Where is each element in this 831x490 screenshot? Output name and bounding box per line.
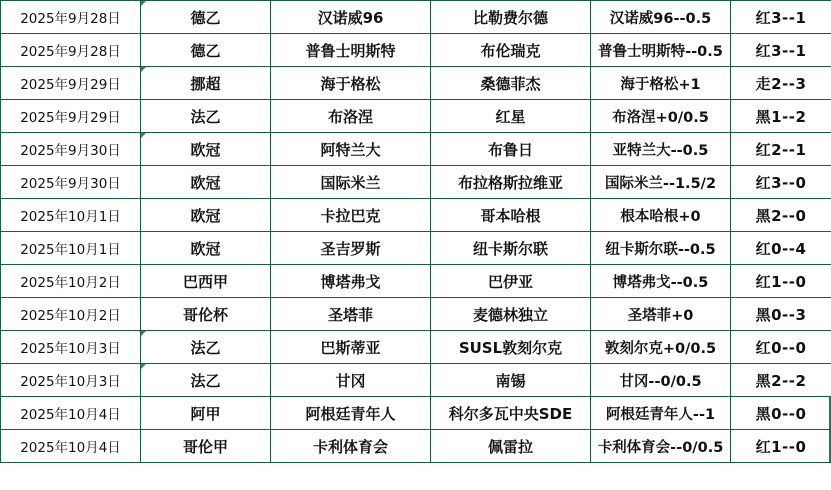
table-row — [1, 133, 831, 166]
table-row — [1, 166, 831, 199]
cell-home-team: 阿特兰大 — [271, 133, 431, 166]
cell-away-team: SUSL敦刻尔克 — [431, 331, 591, 364]
cell-away-team: 布鲁日 — [431, 133, 591, 166]
cell-league: 阿甲 — [141, 397, 271, 430]
cell-handicap: 卡利体育会--0/0.5 — [591, 430, 731, 463]
table-row — [1, 67, 831, 100]
cell-home-team: 圣塔菲 — [271, 298, 431, 331]
table-row — [1, 1, 831, 34]
cell-away-team: 麦德林独立 — [431, 298, 591, 331]
cell-date: 2025年10月2日 — [1, 265, 141, 298]
cell-date: 2025年10月2日 — [1, 298, 141, 331]
cell-league: 德乙 — [141, 1, 271, 34]
table-row — [1, 199, 831, 232]
cell-handicap: 博塔弗戈--0.5 — [591, 265, 731, 298]
cell-result: 黑1--2 — [731, 100, 831, 133]
cell-result: 红3--1 — [731, 1, 831, 34]
cell-date: 2025年9月29日 — [1, 67, 141, 100]
cell-away-team: 桑德菲杰 — [431, 67, 591, 100]
cell-league: 德乙 — [141, 34, 271, 67]
cell-handicap: 国际米兰--1.5/2 — [591, 166, 731, 199]
cell-handicap: 圣塔菲+0 — [591, 298, 731, 331]
cell-date: 2025年10月3日 — [1, 364, 141, 397]
cell-result: 黑0--0 — [731, 397, 831, 430]
cell-home-team: 巴斯蒂亚 — [271, 331, 431, 364]
cell-away-team: 布拉格斯拉维亚 — [431, 166, 591, 199]
cell-handicap: 亚特兰大--0.5 — [591, 133, 731, 166]
cell-league: 欧冠 — [141, 166, 271, 199]
cell-home-team: 卡利体育会 — [271, 430, 431, 463]
cell-result: 红2--1 — [731, 133, 831, 166]
cell-away-team: 南锡 — [431, 364, 591, 397]
table-row — [1, 232, 831, 265]
cell-away-team: 佩雷拉 — [431, 430, 591, 463]
cell-away-team: 红星 — [431, 100, 591, 133]
cell-result: 红0--0 — [731, 331, 831, 364]
cell-home-team: 卡拉巴克 — [271, 199, 431, 232]
cell-league: 挪超 — [141, 67, 271, 100]
cell-date: 2025年9月28日 — [1, 1, 141, 34]
cell-league: 法乙 — [141, 100, 271, 133]
cell-handicap: 甘冈--0/0.5 — [591, 364, 731, 397]
cell-result: 黑2--0 — [731, 199, 831, 232]
table-row — [1, 34, 831, 67]
table-row — [1, 100, 831, 133]
table-row — [1, 265, 831, 298]
cell-result: 红1--0 — [731, 265, 831, 298]
cell-league: 欧冠 — [141, 232, 271, 265]
cell-date: 2025年9月29日 — [1, 100, 141, 133]
cell-league: 法乙 — [141, 331, 271, 364]
cell-date: 2025年10月1日 — [1, 232, 141, 265]
cell-home-team: 布洛涅 — [271, 100, 431, 133]
cell-league: 欧冠 — [141, 133, 271, 166]
cell-date: 2025年10月3日 — [1, 331, 141, 364]
cell-home-team: 阿根廷青年人 — [271, 397, 431, 430]
cell-home-team: 甘冈 — [271, 364, 431, 397]
cell-away-team: 纽卡斯尔联 — [431, 232, 591, 265]
cell-date: 2025年10月1日 — [1, 199, 141, 232]
table-row — [1, 397, 831, 430]
cell-league: 巴西甲 — [141, 265, 271, 298]
cell-home-team: 国际米兰 — [271, 166, 431, 199]
match-table-body — [1, 1, 831, 463]
cell-league: 欧冠 — [141, 199, 271, 232]
cell-result: 红3--1 — [731, 34, 831, 67]
cell-home-team: 海于格松 — [271, 67, 431, 100]
cell-date: 2025年10月4日 — [1, 397, 141, 430]
cell-league: 哥伦甲 — [141, 430, 271, 463]
cell-away-team: 巴伊亚 — [431, 265, 591, 298]
cell-away-team: 科尔多瓦中央SDE — [431, 397, 591, 430]
cell-result: 黑2--2 — [731, 364, 831, 397]
cell-handicap: 纽卡斯尔联--0.5 — [591, 232, 731, 265]
cell-handicap: 布洛涅+0/0.5 — [591, 100, 731, 133]
cell-date: 2025年9月28日 — [1, 34, 141, 67]
table-row — [1, 364, 831, 397]
cell-handicap: 根本哈根+0 — [591, 199, 731, 232]
cell-league: 法乙 — [141, 364, 271, 397]
cell-away-team: 比勒费尔德 — [431, 1, 591, 34]
table-row — [1, 298, 831, 331]
cell-result: 红3--0 — [731, 166, 831, 199]
table-row — [1, 430, 831, 463]
cell-handicap: 海于格松+1 — [591, 67, 731, 100]
cell-result: 黑0--3 — [731, 298, 831, 331]
cell-result: 红1--0 — [731, 430, 831, 463]
cell-home-team: 圣吉罗斯 — [271, 232, 431, 265]
cell-home-team: 汉诺威96 — [271, 1, 431, 34]
cell-result: 走2--3 — [731, 67, 831, 100]
cell-league: 哥伦杯 — [141, 298, 271, 331]
cell-away-team: 布伦瑞克 — [431, 34, 591, 67]
table-row — [1, 331, 831, 364]
cell-result: 红0--4 — [731, 232, 831, 265]
cell-date: 2025年9月30日 — [1, 166, 141, 199]
cell-handicap: 汉诺威96--0.5 — [591, 1, 731, 34]
cell-away-team: 哥本哈根 — [431, 199, 591, 232]
cell-home-team: 博塔弗戈 — [271, 265, 431, 298]
cell-date: 2025年10月4日 — [1, 430, 141, 463]
cell-home-team: 普鲁士明斯特 — [271, 34, 431, 67]
cell-date: 2025年9月30日 — [1, 133, 141, 166]
cell-handicap: 阿根廷青年人--1 — [591, 397, 731, 430]
cell-handicap: 敦刻尔克+0/0.5 — [591, 331, 731, 364]
cell-handicap: 普鲁士明斯特--0.5 — [591, 34, 731, 67]
